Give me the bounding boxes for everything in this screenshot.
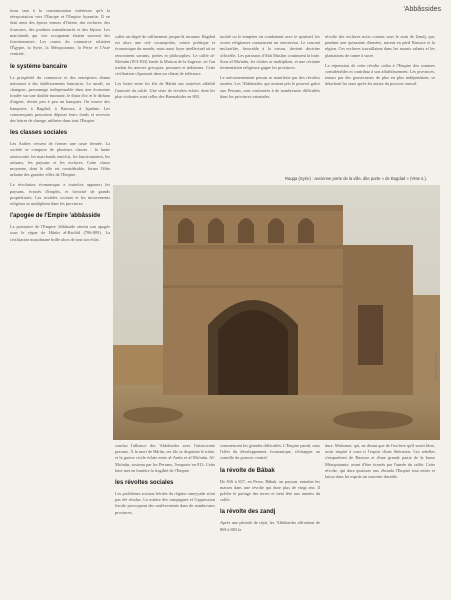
paragraph: tions tant à la consommation intérieure qu'à la réexportation vers l'Europe et l'Empire byzantin. Il en était ainsi des épices venues d'Orient, des esclaves, des fourrures, des produits manufacturés et des bijoux. Les marchands qui s'en occupaient étaient souvent des fonctionnaires. Les routes du commerce reliaient l'Égypte, la Syrie, la Mésopotamie, la Perse et l'Asie centrale. <box>10 8 110 57</box>
paragraph: dure. Mahomet, qui, ne disant que de l'esclave qu'il serait libre, avait inspiré à ceux-ci l'espoir d'une libération. Les rebelles s'emparèrent de Bassora et d'une grande partie de la basse Mésopotamie, avant d'être écrasés par l'armée du calife. Cette révolte, qui dura quatorze ans, ébranla l'Empire tout entier et laissa dans les esprits un souvenir durable. <box>325 443 435 480</box>
paragraph: La répression de cette révolte coûta à l'Empire des sommes considérables et contribua à son affaiblissement. Les provinces, tenues par des gouverneurs de plus en plus indépendants, se détachent les unes après les autres du pouvoir central. <box>325 62 435 87</box>
section-heading: le système bancaire <box>10 63 68 70</box>
paragraph: Les luttes entre les fils de Hârûn ont toutefois affaibli l'autorité du calife. Une série de révoltes éclate, dont les plus violentes sont celles des Barmakides en 803. <box>115 81 215 99</box>
paragraph: commencent les grandes difficultés. L'Empire paraît, sous l'effet du développement économique, s'échapper au contrôle du pouvoir central. <box>220 443 320 461</box>
section-heading: l'apogée de l'Empire 'abbâsside <box>10 213 101 220</box>
paragraph: Le mécontentement persan se manifeste par des révoltes armées. Les 'Abbâssides, qui avaient pris le pouvoir grâce aux Persans, sont confrontés à de nombreuses difficultés dans les provinces orientales. <box>220 75 320 99</box>
paragraph: Les Arabes cessent de former une caste fermée. La société se compose de plusieurs classes : la haute aristocratie, les marchands enrichis, les fonctionnaires, les artisans, les paysans et les esclaves. Cette classe moyenne, dont le rôle est considérable, forme l'élite urbaine des grandes villes de l'Empire. <box>10 141 110 178</box>
paragraph: Les problèmes sociaux hérités du régime omeyyade n'ont pas été résolus. La misère des campagnes et l'oppression fiscale provoquent des soulèvements dans de nombreuses provinces. <box>115 491 215 515</box>
column-4 <box>325 34 435 92</box>
paragraph: La puissance de l'Empire 'abbâsside atteint son apogée sous le règne de Hârûn al-Rachîd (786-809). La civilisation musulmane brille alors de tout son éclat. <box>10 224 110 242</box>
section-heading: les révoltes sociales <box>115 480 174 487</box>
section-heading: les classes sociales <box>10 130 68 137</box>
column-1 <box>10 8 110 247</box>
column-4-lower <box>325 443 435 484</box>
ruins-photo-image <box>113 185 440 440</box>
page-header: 'Abbâssides <box>403 6 441 13</box>
column-2 <box>115 34 215 104</box>
ruins-photo <box>113 185 440 440</box>
column-3-lower <box>220 443 320 537</box>
paragraph: révolte des esclaves noirs connus sous le nom de Zandj, qui, pendant une quinzaine d'années, mirent en péril Bassora et la région. Ces esclaves travaillaient dans les marais salants et les plantations de canne à sucre. <box>325 34 435 58</box>
column-2-lower <box>115 443 215 520</box>
section-heading: la révolte de Bâbak <box>220 467 275 474</box>
paragraph: La prospérité du commerce et des entreprises donna naissance à des établissements bancaires. Le sarrâf, ou changeur, personnage indispensable dans une économie fondée sur une double monnaie, le dinar d'or et le dirham d'argent, devint peu à peu un banquier. On trouve des banquiers à Bagdad, à Bassora, à Ispahan. Les commerçants pouvaient déposer leurs fonds et recevoir des lettres de change, utilisées dans tout l'Empire. <box>10 74 110 124</box>
paragraph: conclut l'alliance des 'Abbâssides avec l'aristocratie persane. À la mort de Hârûn, ses fils se disputent le trône, et la guerre civile éclate entre al-Amîn et al-Ma'mûn. Al-Ma'mûn, soutenu par les Persans, l'emporte en 813. Cette lutte met en lumière la fragilité de l'Empire. <box>115 443 215 473</box>
paragraph: calife un degré de raffinement jusque-là inconnu. Bagdad est alors une cité cosmopolite, centre politique et économique du monde, mais aussi foyer intellectuel où se rencontrent savants, poètes et philosophes. Le calife al-Ma'mûn (813-833) fonde la Maison de la Sagesse, où l'on traduit les œuvres grecques, persanes et indiennes. Cette civilisation s'épanouit dans un climat de tolérance. <box>115 34 215 77</box>
photo-credit: Photo R. Roger-Viollet <box>434 353 439 381</box>
photo-caption: Raqqa (Syrie) : ancienne porte de la ville, dite porte « de Bagdad » (VIIIe s.). <box>285 176 427 181</box>
column-3 <box>220 34 320 104</box>
paragraph: moitié ou le tempérer en combattant avec le spirituel, les sectes religieuses connaissent un renouveau. Le courant mu'tazilite, favorable à la raison, devient doctrine officielle. Les partisans d'Abû Muslim continuent la lutte. Sous al-Ma'mûn, les chiites se multiplient, et une certaine fermentation religieuse gagne les provinces. <box>220 34 320 71</box>
section-heading: la révolte des zandj <box>220 509 276 516</box>
paragraph: La révolution économique a toutefois appauvri les paysans, écrasés d'impôts, et favorisé de grands propriétaires. Les troubles sociaux et les mouvements religieux se multiplient dans les provinces. <box>10 182 110 207</box>
paragraph: De 816 à 837, en Perse, Bâbak, un paysan, entraîne les masses dans une révolte qui dure plus de vingt ans. Il prêche le partage des terres et tient tête aux armées du calife. <box>220 478 320 503</box>
paragraph: Après une période de répit, les 'Abbâssides affrontent de 869 à 883 la <box>220 520 320 532</box>
